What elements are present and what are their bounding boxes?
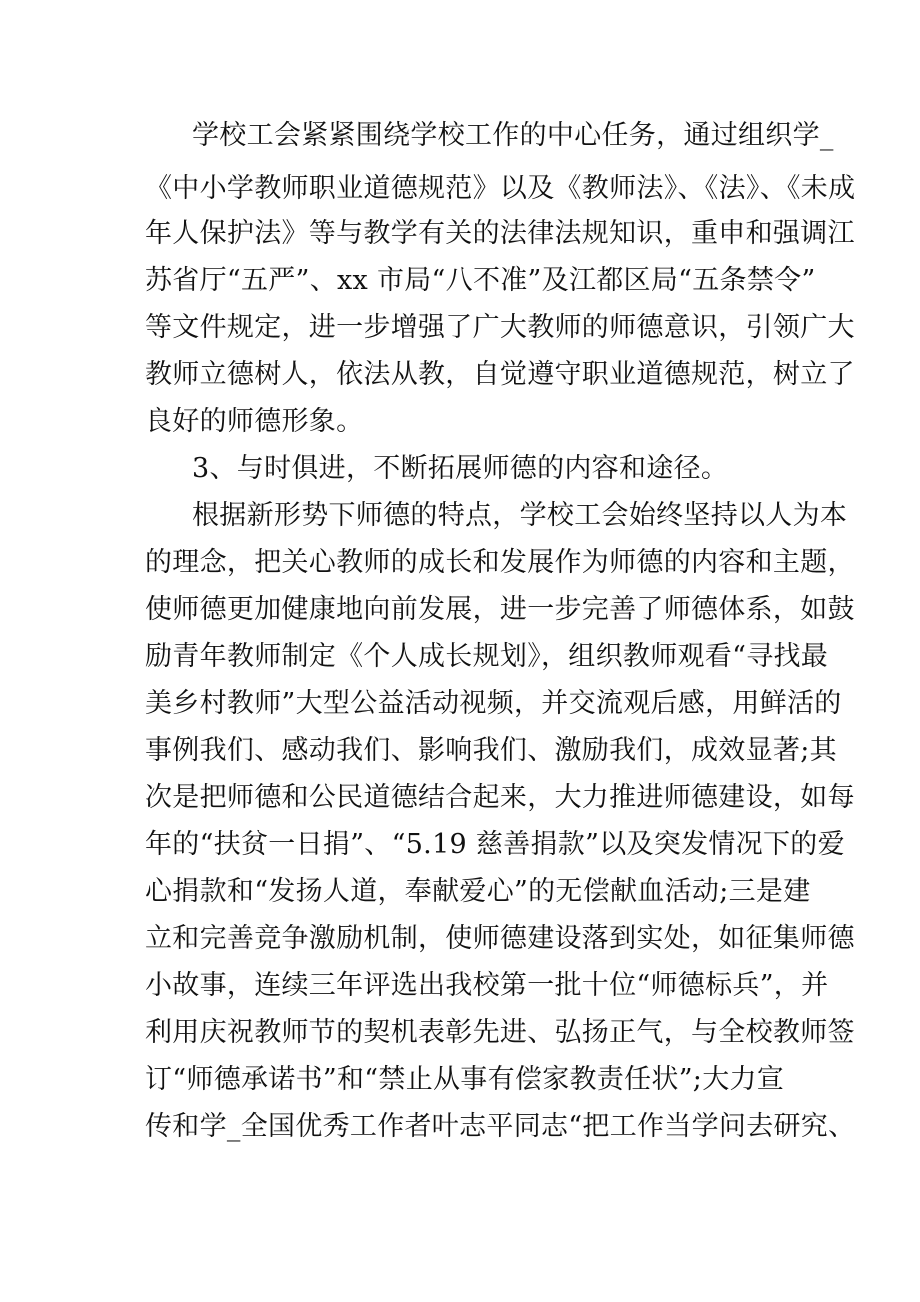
paragraph-line: 《中小学教师职业道德规范》以及《教师法》、《法》、《未成 [145,173,856,204]
paragraph-line: 年的“扶贫一日捐”、“5.19 慈善捐款”以及突发情况下的爱 [145,829,845,860]
paragraph-line: 利用庆祝教师节的契机表彰先进、弘扬正气，与全校教师签 [145,1017,855,1048]
paragraph-line: 使师德更加健康地向前发展，进一步完善了师德体系，如鼓 [145,594,855,625]
paragraph-line: 的理念，把关心教师的成长和发展作为师德的内容和主题， [145,547,855,578]
paragraph-line: 良好的师德形象。 [145,406,364,437]
paragraph-line: 励青年教师制定《个人成长规划》，组织教师观看“寻找最 [145,641,829,672]
paragraph-line: 订“师德承诺书”和“禁止从事有偿家教责任状”;大力宣 [145,1064,785,1095]
paragraph-line: 次是把师德和公民道德结合起来，大力推进师德建设，如每 [145,782,855,813]
paragraph-line: 传和学_全国优秀工作者叶志平同志“把工作当学问去研究、 [145,1111,856,1142]
paragraph-line: 根据新形势下师德的特点，学校工会始终坚持以人为本 [192,500,848,531]
paragraph-line: 等文件规定，进一步增强了广大教师的师德意识，引领广大 [145,312,855,343]
paragraph-line: 教师立德树人，依法从教，自觉遵守职业道德规范，树立了 [145,359,855,390]
paragraph-line: 小故事，连续三年评选出我校第一批十位“师德标兵”，并 [145,970,829,1001]
paragraph-line: 心捐款和“发扬人道，奉献爱心”的无偿献血活动;三是建 [145,876,811,907]
paragraph-line: 事例我们、感动我们、影响我们、激励我们，成效显著;其 [145,735,837,766]
paragraph-line: 美乡村教师”大型公益活动视频，并交流观后感，用鲜活的 [145,688,842,719]
section-heading: 3、与时俱进，不断拓展师德的内容和途径。 [192,453,729,484]
paragraph-line: 年人保护法》等与教学有关的法律法规知识，重申和强调江 [145,218,855,249]
paragraph-line: 立和完善竞争激励机制，使师德建设落到实处，如征集师德 [145,923,855,954]
paragraph-line: 苏省厅“五严”、xx 市局“八不准”及江都区局“五条禁令” [145,265,816,296]
paragraph-line: 学校工会紧紧围绕学校工作的中心任务，通过组织学_ [192,120,834,151]
